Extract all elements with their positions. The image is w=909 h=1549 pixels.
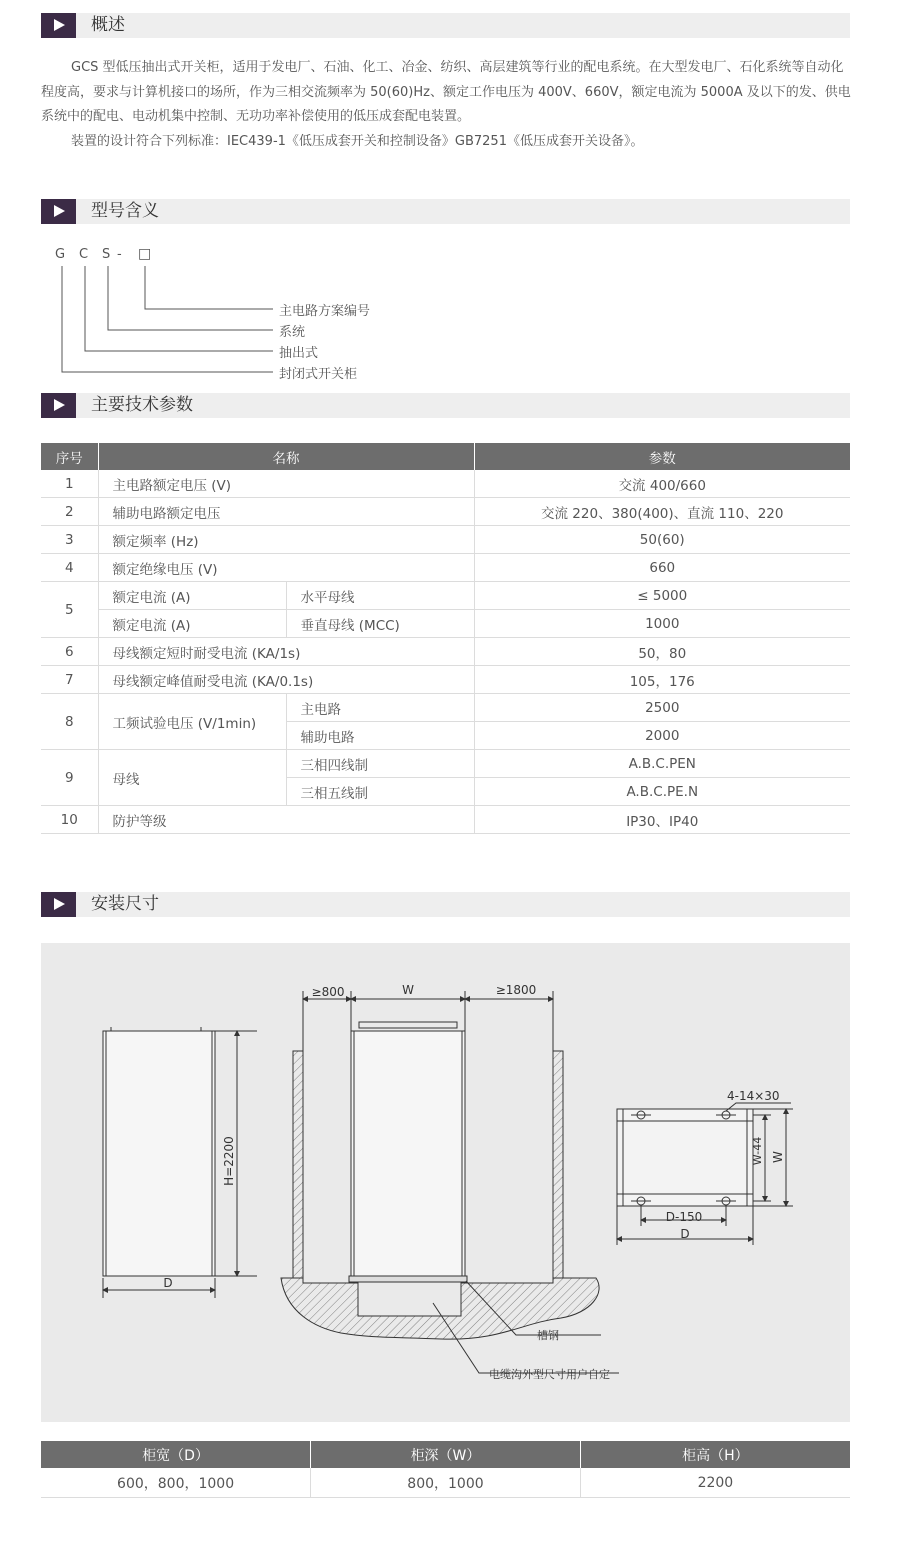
- section-title: 主要技术参数: [91, 395, 193, 415]
- row-value: 50，80: [474, 638, 850, 666]
- row-value: 交流 400/660: [474, 470, 850, 498]
- table-row: [41, 470, 850, 498]
- table-row: [41, 498, 850, 526]
- header-value: 参数: [474, 443, 850, 470]
- front-h-label: H=2200: [222, 1136, 236, 1186]
- model-meaning-1: 主电路方案编号: [279, 304, 371, 319]
- ge1800-label: ≥1800: [495, 983, 537, 997]
- row-sub: 水平母线: [286, 582, 474, 610]
- height-values: 2200: [580, 1468, 850, 1498]
- side-view-installation: [281, 991, 619, 1373]
- header-name: 名称: [98, 443, 474, 470]
- header-no: 序号: [41, 443, 98, 470]
- row-no: 8: [41, 694, 98, 750]
- plan-w-label: W: [771, 1151, 785, 1163]
- row-no: 1: [41, 470, 98, 498]
- front-d-label: D: [163, 1276, 173, 1290]
- row-name: 工频试验电压 (V/1min): [98, 694, 286, 750]
- overview-paragraph-1: GCS 型低压抽出式开关柜，适用于发电厂、石油、化工、冶金、纺织、高层建筑等行业的配电系统。在大型发电厂、石化系统等自动化程度高，要求与计算机接口的场所，作为三相交流频率为 50(60)Hz、额定工作电压为 400V、660V，额定电流为 5000A 及以下的发、供电系统中的配电、电动机集中控制、无功功率补偿使用的低压成套配电装置。: [41, 60, 851, 124]
- row-name: 额定电流 (A): [98, 610, 286, 638]
- width-values: 600，800，1000: [41, 1468, 311, 1498]
- ge800-label: ≥800: [311, 985, 345, 999]
- table-row: [41, 526, 850, 554]
- table-header-row: [41, 1441, 850, 1468]
- model-letter-box: □: [138, 246, 152, 262]
- table-row: [41, 750, 850, 778]
- header-height: 柜高（H）: [580, 1441, 850, 1468]
- dimension-table: [41, 1441, 850, 1498]
- row-value: ≤ 5000: [474, 582, 850, 610]
- row-name: 母线额定峰值耐受电流 (KA/0.1s): [98, 666, 474, 694]
- row-value: 2500: [474, 694, 850, 722]
- model-meaning-3: 抽出式: [279, 346, 319, 361]
- row-no: 3: [41, 526, 98, 554]
- base-plan-view: [617, 1103, 793, 1245]
- table-row: [41, 554, 850, 582]
- row-sub: 垂直母线 (MCC): [286, 610, 474, 638]
- row-value: IP30、IP40: [474, 806, 850, 834]
- model-leader-lines: [0, 0, 909, 400]
- row-value: A.B.C.PE.N: [474, 778, 850, 806]
- row-no: 10: [41, 806, 98, 834]
- play-arrow-icon: [41, 892, 76, 917]
- model-letter-c: C: [79, 247, 89, 262]
- row-name: 额定绝缘电压 (V): [98, 554, 474, 582]
- plan-d-label: D: [680, 1227, 690, 1241]
- row-name: 母线: [98, 750, 286, 806]
- row-sub: 主电路: [286, 694, 474, 722]
- table-row: [41, 638, 850, 666]
- row-value: 交流 220、380(400)、直流 110、220: [474, 498, 850, 526]
- model-letter-s: S: [102, 247, 111, 262]
- row-sub: 辅助电路: [286, 722, 474, 750]
- header-width: 柜宽（D）: [41, 1441, 311, 1468]
- row-no: 4: [41, 554, 98, 582]
- table-header-row: [41, 443, 850, 470]
- row-name: 防护等级: [98, 806, 474, 834]
- holes-label: 4-14×30: [727, 1089, 780, 1103]
- header-depth: 柜深（W）: [311, 1441, 581, 1468]
- row-name: 辅助电路额定电压: [98, 498, 474, 526]
- table-row: [41, 806, 850, 834]
- row-sub: 三相五线制: [286, 778, 474, 806]
- row-value: 105，176: [474, 666, 850, 694]
- w44-label: W-44: [751, 1136, 764, 1166]
- row-no: 7: [41, 666, 98, 694]
- section-header-install: [41, 892, 850, 917]
- model-meaning-2: 系统: [279, 325, 306, 340]
- table-row: [41, 610, 850, 638]
- installation-drawing: [41, 943, 850, 1422]
- row-no: 6: [41, 638, 98, 666]
- installation-drawing-svg: [41, 943, 850, 1422]
- row-no: 5: [41, 582, 98, 638]
- table-row: [41, 1468, 850, 1498]
- model-letter-g: G: [55, 247, 66, 262]
- d150-label: D-150: [665, 1210, 703, 1224]
- channel-steel-label: 槽钢: [537, 1329, 559, 1342]
- side-w-label: W: [402, 983, 414, 997]
- section-title: 型号含义: [91, 201, 159, 221]
- row-value: 660: [474, 554, 850, 582]
- table-row: [41, 582, 850, 610]
- model-meaning-4: 封闭式开关柜: [279, 367, 358, 382]
- row-no: 9: [41, 750, 98, 806]
- row-name: 母线额定短时耐受电流 (KA/1s): [98, 638, 474, 666]
- table-row: [41, 694, 850, 722]
- row-value: A.B.C.PEN: [474, 750, 850, 778]
- row-name: 额定电流 (A): [98, 582, 286, 610]
- model-letter-dash: -: [117, 247, 122, 262]
- section-header-tech: [41, 393, 850, 418]
- section-title: 安装尺寸: [91, 894, 159, 914]
- row-no: 2: [41, 498, 98, 526]
- row-name: 主电路额定电压 (V): [98, 470, 474, 498]
- depth-values: 800，1000: [311, 1468, 581, 1498]
- overview-paragraph-2: 装置的设计符合下列标准：IEC439-1《低压成套开关和控制设备》GB7251《低压成套开关设备》。: [71, 133, 644, 149]
- row-sub: 三相四线制: [286, 750, 474, 778]
- row-value: 50(60): [474, 526, 850, 554]
- cable-trench-label: 电缆沟外型尺寸用户自定: [489, 1368, 610, 1381]
- section-title: 概述: [91, 15, 125, 35]
- row-name: 额定频率 (Hz): [98, 526, 474, 554]
- row-value: 2000: [474, 722, 850, 750]
- play-arrow-icon: [41, 393, 76, 418]
- row-value: 1000: [474, 610, 850, 638]
- tech-params-table: [41, 443, 850, 834]
- table-row: [41, 666, 850, 694]
